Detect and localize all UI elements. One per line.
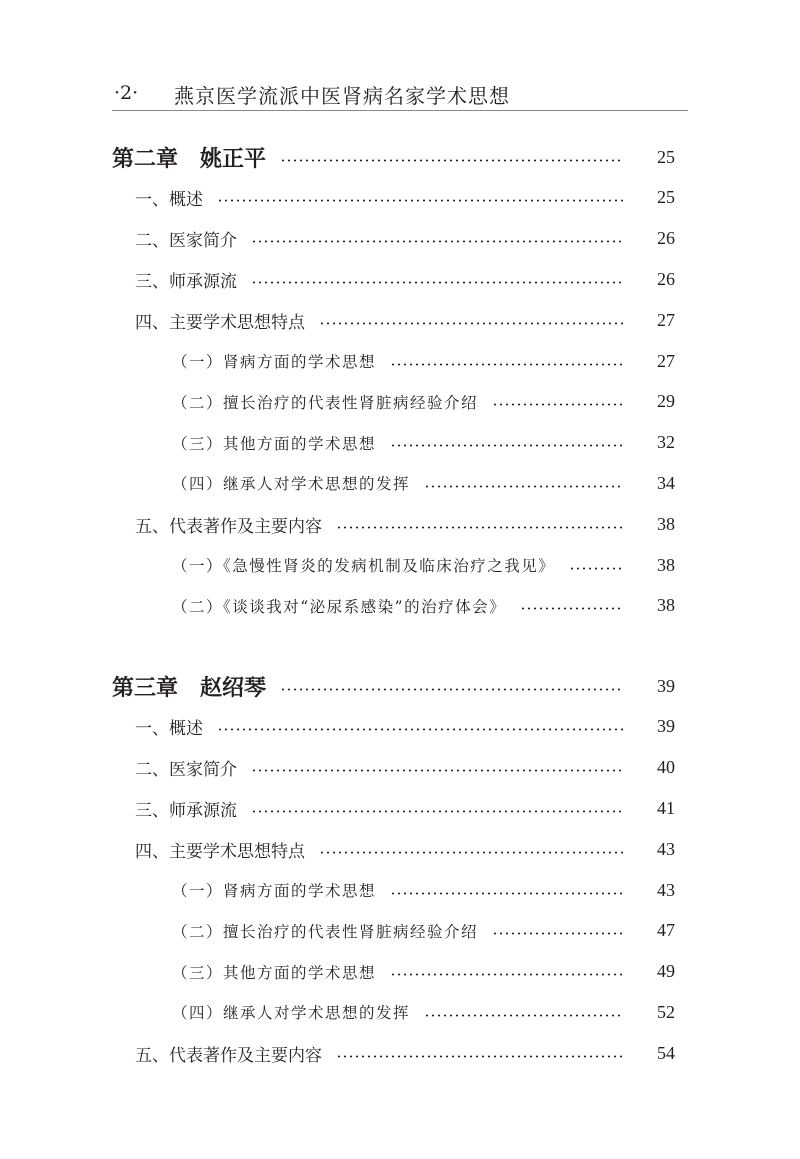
toc-page-number: 52	[657, 1001, 675, 1022]
dot-leader	[390, 444, 623, 447]
toc-entry-label: （一）《急慢性肾炎的发病机制及临床治疗之我见》	[172, 557, 556, 575]
toc-page-number: 34	[657, 472, 675, 493]
dot-leader	[520, 607, 623, 610]
dot-leader	[336, 526, 623, 529]
toc-entry[interactable]	[0, 916, 675, 946]
toc-entry-label: （一）肾病方面的学术思想	[172, 882, 377, 900]
toc-entry[interactable]	[0, 468, 675, 498]
toc-entry-label: 五、代表著作及主要内容	[135, 1045, 322, 1066]
toc-entry-label: 一、概述	[135, 719, 203, 740]
toc-entry[interactable]	[0, 387, 675, 417]
dot-leader	[319, 851, 623, 854]
toc-entry-label: （四）继承人对学术思想的发挥	[172, 1004, 411, 1023]
toc-page-number: 26	[657, 228, 675, 249]
book-title: 燕京医学流派中医肾病名家学术思想	[174, 84, 510, 108]
toc-page-number: 39	[657, 675, 675, 696]
toc-entry[interactable]	[0, 346, 675, 376]
toc-entry[interactable]	[0, 305, 675, 335]
dot-leader	[492, 932, 623, 935]
toc-entry-label: （四）继承人对学术思想的发挥	[172, 475, 411, 494]
dot-leader	[217, 199, 623, 202]
toc-page-number: 43	[657, 879, 675, 900]
toc-page-number: 41	[657, 797, 675, 818]
dot-leader	[280, 159, 623, 162]
toc-entry-label: 第二章 姚正平	[112, 146, 267, 172]
toc-chapter[interactable]	[0, 671, 675, 701]
toc-entry[interactable]	[0, 550, 675, 580]
toc-entry-label: 五、代表著作及主要内容	[135, 516, 322, 537]
toc-entry[interactable]	[0, 509, 675, 539]
dot-leader	[336, 1055, 623, 1058]
dot-leader	[251, 281, 623, 284]
dot-leader	[390, 973, 623, 976]
dot-leader	[251, 810, 623, 813]
toc-entry-label: （一）肾病方面的学术思想	[172, 353, 377, 371]
toc-entry-label: 四、主要学术思想特点	[135, 312, 305, 333]
toc-entry[interactable]	[0, 1038, 675, 1068]
toc-entry-label: （二）《谈谈我对“泌尿系感染”的治疗体会》	[172, 597, 507, 616]
toc-page-number: 38	[657, 554, 675, 575]
toc-entry[interactable]	[0, 183, 675, 213]
dot-leader	[280, 688, 623, 691]
toc-page-number: 27	[657, 350, 675, 371]
toc-page-number: 25	[657, 146, 675, 167]
toc-entry-label: 二、医家简介	[135, 231, 237, 252]
toc-entry[interactable]	[0, 834, 675, 864]
toc-page-number: 32	[657, 432, 675, 453]
toc-page-number: 39	[657, 716, 675, 737]
toc-entry[interactable]	[0, 264, 675, 294]
dot-leader	[217, 728, 623, 731]
toc-entry[interactable]	[0, 591, 675, 621]
toc-entry-label: （三）其他方面的学术思想	[172, 434, 377, 453]
dot-leader	[251, 240, 623, 243]
dot-leader	[424, 485, 623, 488]
toc-page-number: 38	[657, 513, 675, 534]
page-number: ·2·	[114, 82, 139, 104]
toc-entry[interactable]	[0, 793, 675, 823]
toc-entry-label: 二、医家简介	[135, 760, 237, 781]
toc-entry-label: 三、师承源流	[135, 271, 237, 292]
toc-page-number: 49	[657, 961, 675, 982]
toc-entry-label: 第三章 赵绍琴	[112, 675, 267, 701]
toc-entry-label: 一、概述	[135, 190, 203, 211]
dot-leader	[424, 1014, 623, 1017]
toc-page-number: 47	[657, 920, 675, 941]
toc-page-number: 27	[657, 309, 675, 330]
dot-leader	[492, 403, 623, 406]
toc-entry[interactable]	[0, 428, 675, 458]
toc-entry-label: 四、主要学术思想特点	[135, 841, 305, 862]
toc-page-number: 40	[657, 757, 675, 778]
toc-page-number: 54	[657, 1042, 675, 1063]
running-header	[112, 78, 688, 111]
dot-leader	[390, 892, 623, 895]
dot-leader	[569, 567, 623, 570]
toc-page-number: 26	[657, 268, 675, 289]
toc-entry-label: 三、师承源流	[135, 800, 237, 821]
toc-entry[interactable]	[0, 875, 675, 905]
toc-entry[interactable]	[0, 957, 675, 987]
toc-entry[interactable]	[0, 997, 675, 1027]
toc-chapter[interactable]	[0, 142, 675, 172]
dot-leader	[251, 769, 623, 772]
toc-page-number: 29	[657, 391, 675, 412]
toc-page-number: 43	[657, 838, 675, 859]
toc-entry-label: （二）擅长治疗的代表性肾脏病经验介绍	[172, 922, 479, 941]
toc-entry[interactable]	[0, 753, 675, 783]
dot-leader	[390, 363, 623, 366]
toc-page-number: 25	[657, 187, 675, 208]
toc-entry[interactable]	[0, 712, 675, 742]
toc-entry[interactable]	[0, 224, 675, 254]
toc-entry-label: （二）擅长治疗的代表性肾脏病经验介绍	[172, 393, 479, 412]
toc-page-number: 38	[657, 595, 675, 616]
dot-leader	[319, 322, 623, 325]
toc-entry-label: （三）其他方面的学术思想	[172, 963, 377, 982]
